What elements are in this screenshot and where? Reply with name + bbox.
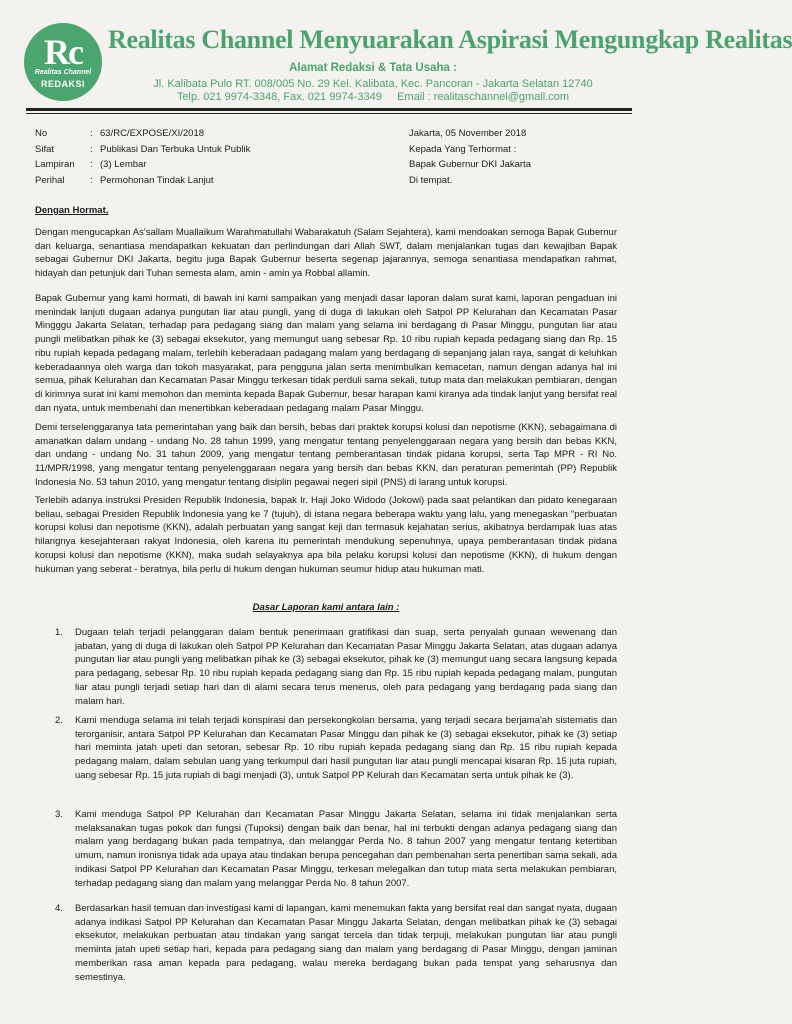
meta-row-number xyxy=(35,126,250,142)
list-text: Berdasarkan hasil temuan dan investigasi kami di lapangan, kami menemukan fakta yang bersifat real dan sangat nyata, dugaan adanya indikasi Satpol PP Kelurahan dan Kecamatan Pasar Minggu Jakarta Selatan, dengan melibatkan pihak ke (3) sebagai eksekutor, melakukan perbuatan atau tindakan yang sangat tercela dan tidak terpuji, melakukan pungutan liar atau pungli meminta jatah upeti setiap hari, kepada para pedagang siang dan malam yang berdagang di Pasar Minggu, dengan jaminan memberikan rasa aman kepada para pedagang, walau mereka berdagang bukan pada tempat yang seharusnya dan semestinya. xyxy=(75,903,617,983)
recipient-place: Di tempat. xyxy=(409,174,453,186)
list-item xyxy=(35,902,617,984)
meta-colon: : xyxy=(90,128,93,139)
address-title: Alamat Redaksi & Tata Usaha : xyxy=(289,62,457,74)
section-title: Dasar Laporan kami antara lain : xyxy=(252,602,400,613)
logo-subtitle: Realitas Channel xyxy=(34,69,92,76)
masthead-title: Realitas Channel Menyuarakan Aspirasi Mengungkap Realitas xyxy=(108,25,792,54)
list-number: 2. xyxy=(55,715,63,726)
paragraph: Dengan mengucapkan As'sallam Muallaikum Warahmatullahi Wabarakatuh (Salam Sejahtera), kami mendoakan semoga Bapak Gubernur dan keluarga, senantiasa mendapatkan kekuatan dan perlindungan dari Allah SWT, dalam menjalankan tugas dan kewajiban Bapak sebagai Gubernur DKI Jakarta, begitu juga Bapak Gubernur beserta segenap jajarannya, semoga senantiasa mendapatkan rahmat, hidayah dan petunjuk dari Tuhan semesta alam, amin - amin ya Robbal allamin. xyxy=(35,227,617,280)
contact-line: Telp. 021 9974-3348, Fax. 021 9974-3349 Email : realitaschannel@gmail.com xyxy=(176,91,570,103)
meta-value: Permohonan Tindak Lanjut xyxy=(100,174,214,186)
recipient-intro: Kepada Yang Terhormat : xyxy=(409,143,517,155)
list-number: 4. xyxy=(55,903,63,914)
paragraph: Demi terselenggaranya tata pemerintahan yang baik dan bersih, bebas dari praktek korupsi kolusi dan nepotisme (KKN), sebagaimana di amanatkan dalam undang - undang No. 28 tahun 1999, yang mengatur tentang penyelenggaraan negara yang bersih dan bebas KKN, dan undang - undang No. 31 tahun 2009, yang mengatur tentang pemberantasan tindak pidana korupsi, serta Tap MPR - RI No. 11/MPR/1998, yang mengatur tentang penyelenggaraan negara yang bersih dan bebas KKN, dan peraturan pemerintah (PP) Republik Indonesia No. 53 tahun 2010, yang mengatur tentang disiplin pegawai negeri sipil (PNS) di larang untuk korupsi. xyxy=(35,422,617,488)
list-item xyxy=(35,714,617,783)
logo-label: REDAKSI xyxy=(40,79,85,89)
meta-colon: : xyxy=(90,174,93,186)
salutation: Dengan Hormat, xyxy=(35,205,109,216)
meta-key: Sifat xyxy=(35,143,55,155)
meta-row-subject xyxy=(35,173,250,189)
meta-colon: : xyxy=(90,143,93,155)
meta-key: Perihal xyxy=(35,174,65,186)
logo-letters: Rc xyxy=(44,32,82,72)
logo xyxy=(24,23,102,101)
address-line: Jl. Kalibata Pulo RT. 008/005 No. 29 Kel. Kalibata, Kec. Pancoran - Jakarta Selatan 12740 xyxy=(153,78,593,90)
list-text: Kami menduga Satpol PP Kelurahan dan Kecamatan Pasar Minggu Jakarta Selatan, selama ini tidak menjalankan serta melaksanakan tugas pokok dan fungsi (Tupoksi) dengan baik dan benar, hal ini terbukti dengan adanya pedagang siang dan malam yang berdagang bukan pada tempatnya, dan melanggar Perda No. 8 tahun 2007 yang mengatur tentang ketertiban umum, namun ironisnya tidak ada upaya atau tindakan berupa pencegahan dan pembenahan serta penertiban sama sekali, ada indikasi Satpol PP Kelurahan dan Kecamatan Pasar Minggu, terkesan melegalkan dan tutup mata serta melakukan pembiaran, terhadap pedagang siang dan malam yang melanggar Perda No. 8 tahun 2007. xyxy=(75,809,617,889)
meta-value: (3) Lembar xyxy=(100,159,147,170)
meta-value: 63/RC/EXPOSE/XI/2018 xyxy=(100,128,205,139)
meta-colon: : xyxy=(90,159,93,170)
letter-date: Jakarta, 05 November 2018 xyxy=(409,128,527,139)
paragraph: Bapak Gubernur yang kami hormati, di bawah ini kami sampaikan yang menjadi dasar laporan dalam surat kami, laporan pengaduan ini menindak lanjuti dugaan adanya pungutan liar atau pungli, yang di duga di lakukan oleh Satpol PP Kelurahan dan Kecamatan Pasar Mingggu Jakarta Selatan, terhadap para pedagang siang dan malam yang selama ini berdagang di Pasar Minggu, pungutan liar atau pungli melibatkan pihak ke (3) sebagai eksekutor, yang memungut uang sebesar Rp. 10 ribu rupiah kepada pedagang siang dan Rp. 15 ribu rupiah kepada pedagang malam, terlebih keberadaan padagang malam yang berdagang di sepanjang jalan raya, sangat di keluhkan keberadaannya oleh warga dan tokoh masyarakat, para pengguna jalan serta menimbulkan kemacetan, namun dengan adanya hal ini semua, pihak Kelurahan dan Kecamatan Pasar Minggu terkesan tidak perduli sama sekali, tutup mata dan melakukan pembiaran, dengan di kirimnya surat ini kami memohon dan meminta kepada Bapak Gubernur, besar harapan kami kiranya ada tindak lanjut yang bersifat real dan nyata, untuk membenahi dan menertibkan keberadaan pedagang malam Pasar Minggu. xyxy=(35,293,617,414)
meta-value: Publikasi Dan Terbuka Untuk Publik xyxy=(100,143,251,155)
list-item xyxy=(35,626,617,708)
recipient-block xyxy=(409,126,531,188)
meta-key: Lampiran xyxy=(35,159,75,170)
meta-key: No xyxy=(35,128,48,139)
recipient-name: Bapak Gubernur DKI Jakarta xyxy=(409,159,531,170)
header-rule-thick xyxy=(26,108,632,111)
header-rule-thin xyxy=(26,113,632,114)
meta-row-nature xyxy=(35,142,250,158)
meta-row-attachment xyxy=(35,157,250,173)
list-text: Dugaan telah terjadi pelanggaran dalam bentuk penerimaan gratifikasi dan suap, serta penyalah gunaan wewenang dan jabatan, yang di duga di lakukan oleh Satpol PP Kelurahan dan Kecamatan Pasar Minggu Jakarta Selatan, atas dugaan adanya pungutan liar atau pungli yang melibatkan pihak ke (3) sebagai eksekutor, pihak ke (3) memungut uang secara langsung kepada para pedagang, sebesar Rp. 10 ribu rupiah kepada pedagang siang dan Rp. 15 ribu rupiah kepada pedagang malam, pungutan liar atau pungli terjadi setiap hari dan di alami secara terus menerus, oleh para pedagang yang berdagang pada siang dan malam hari. xyxy=(75,627,617,707)
list-text: Kami menduga selama ini telah terjadi konspirasi dan persekongkolan bersama, yang terjadi secara berjama'ah sistematis dan terorganisir, antara Satpol PP Kelurahan dan Kecamatan Pasar Minggu dan pihak ke (3) sebagai eksekutor, pihak ke (3) setiap hari meminta jatah upeti dan setoran, sebesar Rp. 10 ribu rupiah kepada pedagang siang dan Rp. 15 ribu rupiah kepada pedagang malam, dalam sebulan uang yang terkumpul dari hasil pungutan liar atau pungli mencapai kisaran Rp. 15 juta rupiah, uang sebesar Rp. 15 juta rupiah di bagi menjadi (3), untuk Satpol PP Kelurah dan Kecamatan serta untuk pihak ke (3). xyxy=(75,715,617,781)
paragraph: Terlebih adanya instruksi Presiden Republik Indonesia, bapak Ir. Haji Joko Widodo (Jokowi) pada saat pelantikan dan pidato kenegaraan beliau, sebagai Presiden Republik Indonesia yang ke 7 (tujuh), di istana negara beberapa waktu yang lalu, yang menegaskan "perbuatan korupsi kolusi dan nepotisme (KKN), adalah perbuatan yang sangat keji dan termasuk kejahatan serius, akibatnya berdampak luas atas hilangnya kesejahteraan rakyat Indonesia, oleh karena itu pemerintah mendukung sepenuhnya, upaya pemberantasan tindak pidana korupsi kolusi dan nepotisme (KKN), maka sudah selayaknya apa bila pelaku korupsi kolusi dan nepotisme (KKN), di hukum dengan hukuman yang seberat - beratnya, bila perlu di hukum dengan hukuman seumur hidup atau hukuman mati. xyxy=(35,495,617,575)
list-number: 1. xyxy=(55,627,63,638)
list-item xyxy=(35,808,617,890)
list-number: 3. xyxy=(55,809,63,820)
letter-meta xyxy=(35,126,250,188)
